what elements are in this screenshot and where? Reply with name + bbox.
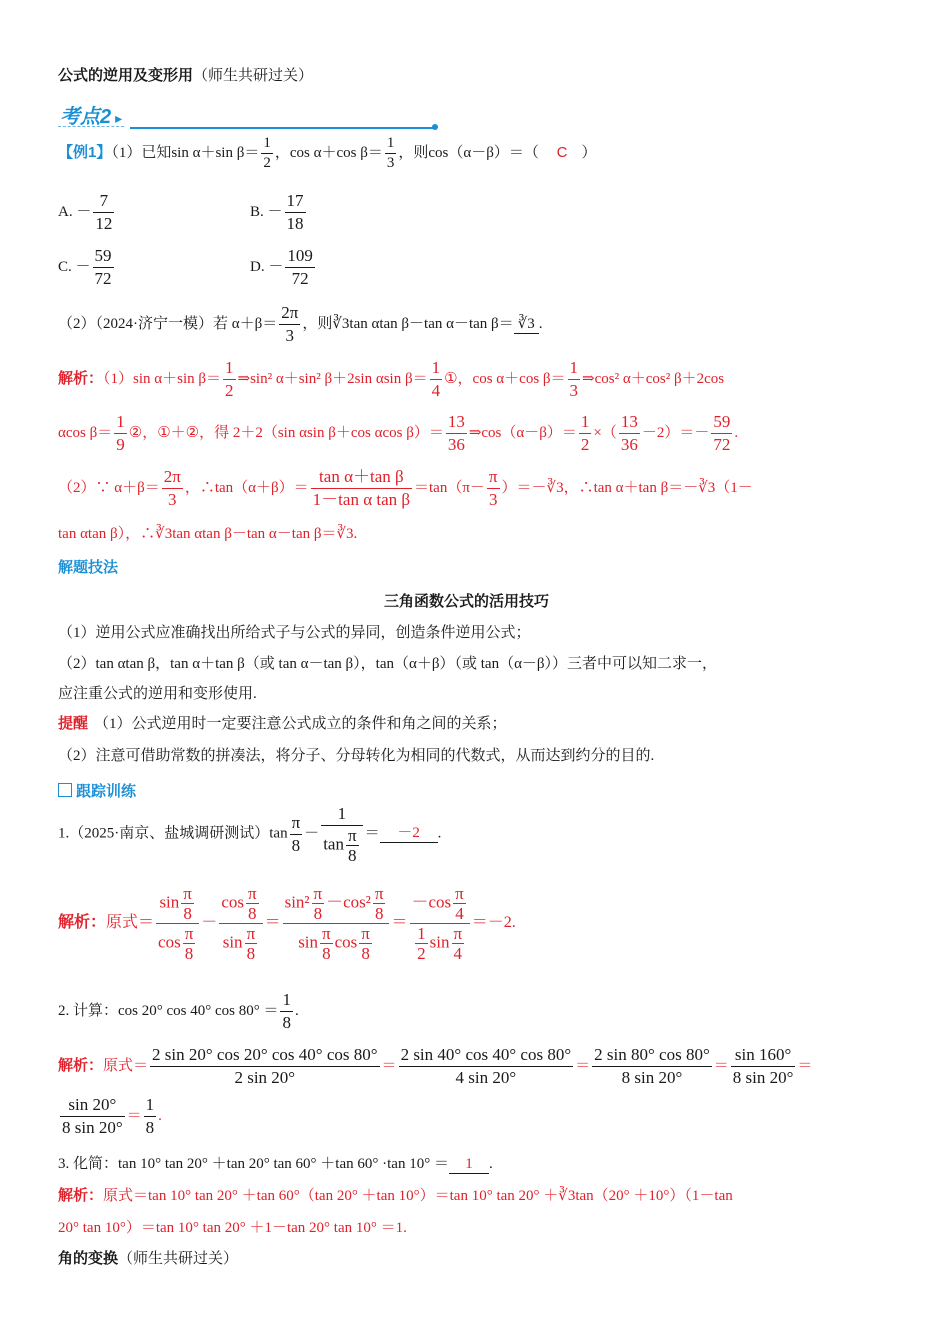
training-s1: 解析：原式＝ sin $\frac{\pi}{8}$ cos $\frac{\pi}{8}$ － cos $\frac{\pi}{8}$ sin $\frac{\pi}{8}$ ＝ sin² $\frac{\pi}{8}$ －cos² $\frac{\pi}{8}$ sin $\frac{\pi}{8}$ cos $\frac{\pi}{8}$ ＝ －cos $\frac{\pi}{4}$ $\frac{1}{2}$ sin $\frac{\pi}{4}$ ＝－2. (58, 884, 516, 963)
section-tag: （师生共研过关） (193, 68, 314, 84)
kaodian-label: 考点2 ▸ (60, 106, 123, 128)
section-title: 公式的逆用及变形用 (58, 67, 194, 84)
method-p2: （2）tan αtan β，tan α＋tan β（或 tan α－tan β），tan（α＋β）（或 tan（α－β））三者中可以知二求一， (58, 656, 718, 672)
answer-blank: 1 (449, 1156, 489, 1174)
option-a: A. － $\frac{7}{12}$ (58, 191, 113, 233)
training-q2: 2. 计算：cos 20° cos 40° cos 80° ＝ $\frac{1}{8}$ . (58, 990, 299, 1032)
training-s3-line1: 解析：原式＝tan 10° tan 20° ＋tan 60°（tan 20° ＋tan 10°）＝tan 10° tan 20° ＋∛3tan（20° ＋10°）（1－tan (58, 1187, 733, 1204)
training-q1: 1.（2025·南京、盐城调研测试）tan $\frac{\pi}{8}$ － 1 tan $\frac{\pi}{8}$ ＝ －2 . (58, 804, 442, 865)
checkbox-icon (58, 783, 72, 797)
example1-q1: 【例1】（1）已知sin α＋sin β＝ $\frac{1}{2}$ ，cos α＋cos β＝ $\frac{1}{3}$ ，则cos（α－β）＝（ C ） (58, 135, 597, 171)
kaodian-line (130, 127, 436, 129)
training-s3-line2: 20° tan 10°）＝tan 10° tan 20° ＋1－tan 20° tan 10° ＝1. (58, 1220, 407, 1236)
section-heading (58, 64, 313, 85)
method-p1: （1）逆用公式应准确找出所给式子与公式的异同，创造条件逆用公式； (58, 625, 531, 641)
training-q3: 3. 化简：tan 10° tan 20° ＋tan 20° tan 60° ＋tan 60° ·tan 10° ＝ 1 . (58, 1156, 493, 1172)
training-heading: 跟踪训练 (58, 780, 136, 801)
example1-q2: （2）（2024·济宁一模）若 α＋β＝ $\frac{2\pi}{3}$ ，则∛3tan αtan β－tan α－tan β＝ ∛3 . (58, 303, 543, 345)
option-b: B. － $\frac{17}{18}$ (250, 191, 304, 233)
answer-blank: ∛3 (514, 314, 539, 334)
play-icon: ▸ (115, 112, 123, 127)
tip-label: 提醒 (58, 715, 89, 732)
kaodian-dot (432, 124, 438, 130)
solution1-line4: tan αtan β），∴∛3tan αtan β－tan α－tan β＝∛3. (58, 526, 358, 542)
method-label: 解题技法 (58, 559, 119, 576)
section2-heading: 角的变换（师生共研过关） (58, 1250, 239, 1267)
answer-blank: －2 (380, 821, 438, 843)
fraction: $\frac{1}{2}$ (263, 135, 271, 171)
option-c: C. － $\frac{59}{72}$ (58, 246, 112, 288)
solution1-line2: αcos β＝ $\frac{1}{9}$ ②，①＋②，得 2＋2（sin αsin β＋cos αcos β）＝ $\frac{13}{36}$ ⇒cos（α－β）＝ $\frac{1}{2}$ ×（ $\frac{13}{36}$ －2）＝－ $\frac{59}{72}$ . (58, 412, 739, 454)
tip-line2: （2）注意可借助常数的拼凑法，将分子、分母转化为相同的代数式，从而达到约分的目的. (58, 748, 655, 764)
method-p3: 应注重公式的逆用和变形使用. (58, 686, 257, 702)
training-s2-line2: $\frac{\sin 20^\circ}{8 \sin 20^\circ}$ ＝ $\frac{1}{8}$ . (62, 1095, 162, 1137)
training-s2-line1: 解析：原式＝ $\frac{2 \sin 20^\circ \cos 20^\circ \cos 40^\circ \cos 80^\circ}{2 \sin 20^\circ}$ ＝ $\frac{2 \sin 40^\circ \cos 40^\circ \cos 80^\circ}{4 \sin 20^\circ}$ ＝ $\frac{2 \sin 80^\circ \cos 80^\circ}{8 \sin 20^\circ}$ ＝ $\frac{\sin 160^\circ}{8 \sin 20^\circ}$ ＝ (58, 1045, 813, 1087)
solution1-line3: （2）∵ α＋β＝ $\frac{2\pi}{3}$ ，∴tan（α＋β）＝ $\frac{\text{tan α＋tan β}}{\text{1－tan α tan β}}$ ＝tan（π－ $\frac{\pi}{3}$ ）＝－∛3，∴tan α＋tan β＝－∛3（1－ (58, 467, 753, 509)
answer: C (556, 143, 568, 161)
fraction: $\frac{1}{3}$ (386, 135, 395, 171)
method-title: 三角函数公式的活用技巧 (384, 593, 550, 610)
tip-line1: 提醒 （1）公式逆用时一定要注意公式成立的条件和角之间的关系； (58, 715, 507, 732)
solution1-line1: 解析：（1）sin α＋sin β＝ $\frac{1}{2}$ ⇒sin² α＋sin² β＋2sin αsin β＝ $\frac{1}{4}$ ①，cos α＋cos β＝ $\frac{1}{3}$ ⇒cos² α＋cos² β＋2cos (58, 358, 725, 400)
option-d: D. － $\frac{109}{72}$ (250, 246, 313, 288)
